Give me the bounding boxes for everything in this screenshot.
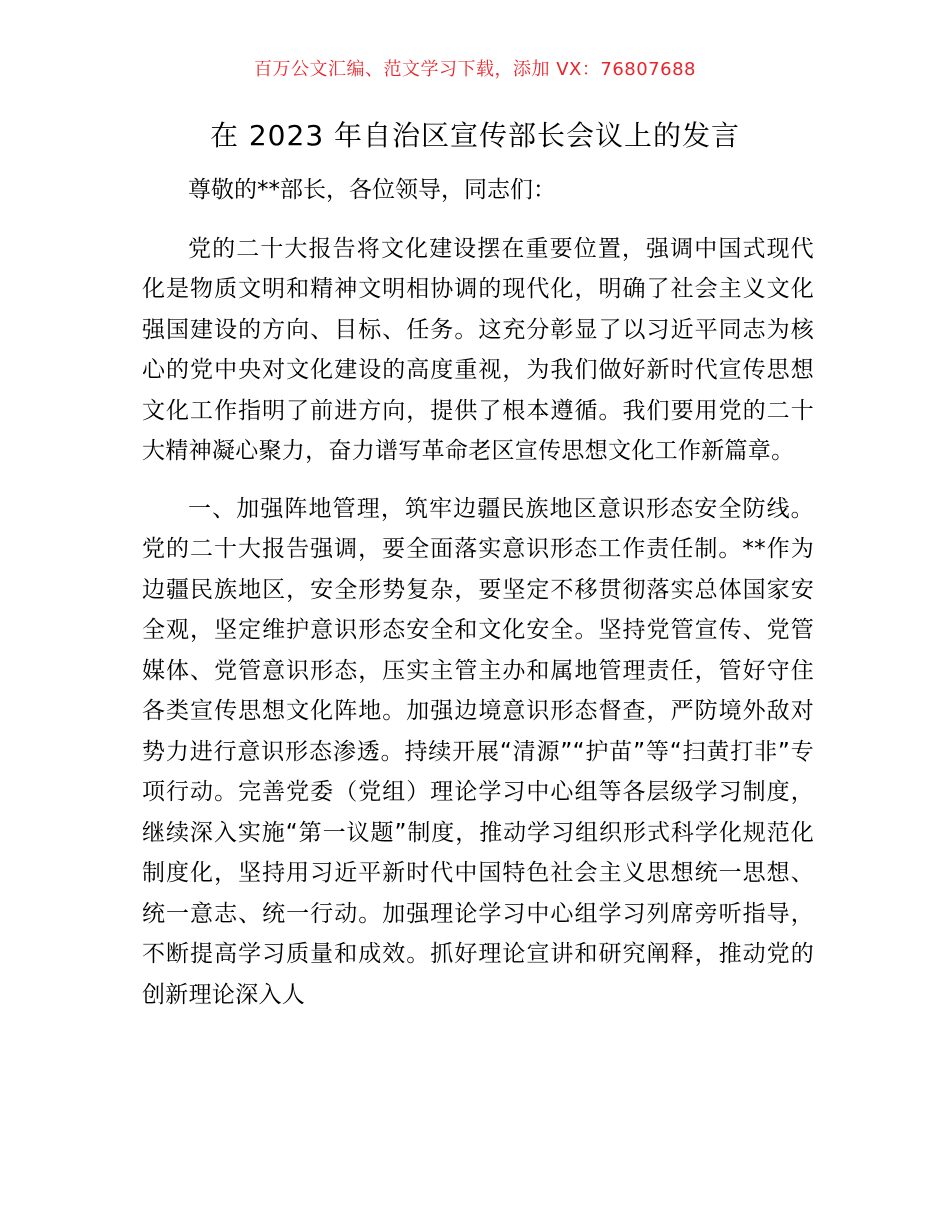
paragraph-section-one: 一、加强阵地管理，筑牢边疆民族地区意识形态安全防线。党的二十大报告强调，要全面落实意识形态工作责任制。**作为边疆民族地区，安全形势复杂，要坚定不移贯彻落实总体国家安全观，坚定维护意识形态安全和文化安全。坚持党管宣传、党管媒体、党管意识形态，压实主管主办和属地管理责任，管好守住各类宣传思想文化阵地。加强边境意识形态督查，严防境外敌对势力进行意识形态渗透。持续开展“清源”“护苗”等“扫黄打非”专项行动。完善党委（党组）理论学习中心组等各层级学习制度，继续深入实施“第一议题”制度，推动学习组织形式科学化规范化制度化，坚持用习近平新时代中国特色社会主义思想统一思想、统一意志、统一行动。加强理论学习中心组学习列席旁听指导，不断提高学习质量和成效。抓好理论宣讲和研究阐释，推动党的创新理论深入人 (142, 495, 814, 1008)
document-title: 在 2023 年自治区宣传部长会议上的发言 (209, 119, 741, 152)
header-banner: 百万公文汇编、范文学习下载，添加 VX：76807688 (254, 59, 696, 80)
paragraph-intro: 党的二十大报告将文化建设摆在重要位置，强调中国式现代化是物质文明和精神文明相协调的现代化，明确了社会主义文化强国建设的方向、目标、任务。这充分彰显了以习近平同志为核心的党中央对文化建设的高度重视，为我们做好新时代宣传思想文化工作指明了前进方向，提供了根本遵循。我们要用党的二十大精神凝心聚力，奋力谱写革命老区宣传思想文化工作新篇章。 (142, 235, 814, 464)
document-body (142, 170, 814, 1015)
salutation: 尊敬的**部长，各位领导，同志们： (188, 177, 556, 203)
